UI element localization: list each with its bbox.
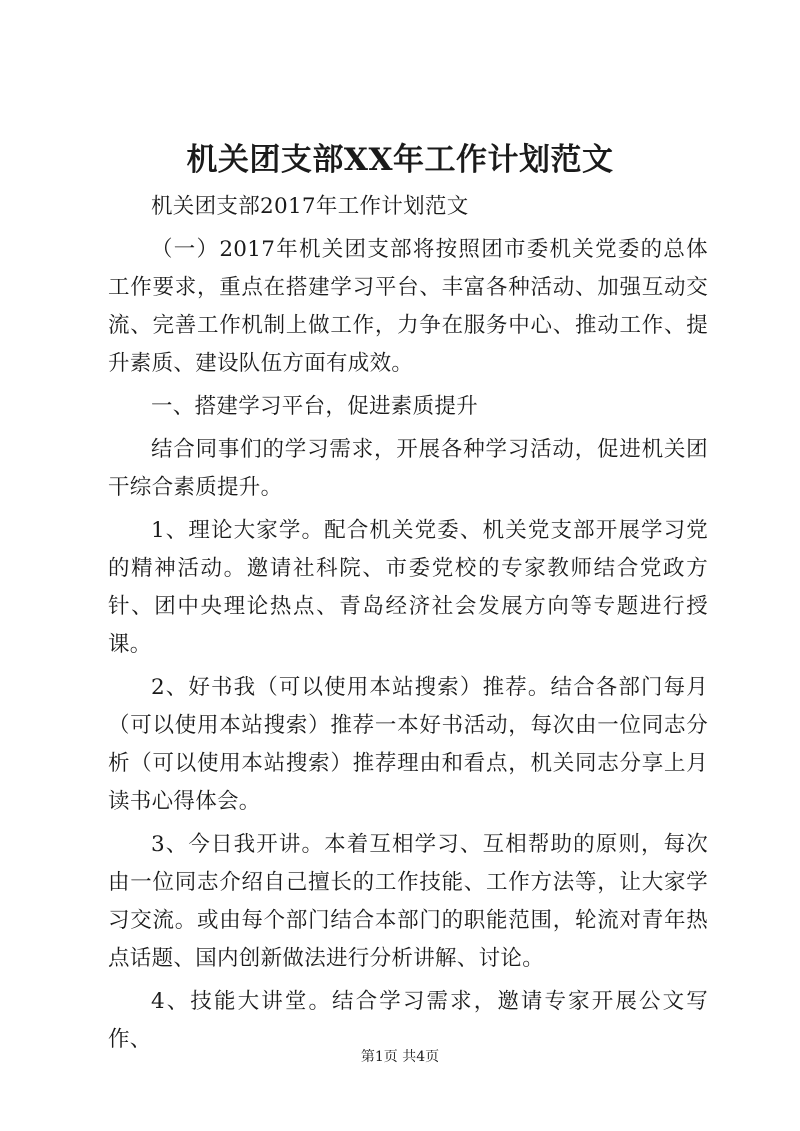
section-heading-1: 一、搭建学习平台，促进素质提升 bbox=[151, 394, 479, 419]
page-footer: 第1页 共4页 bbox=[360, 1049, 440, 1065]
paragraph-subtitle: 机关团支部2017年工作计划范文 bbox=[151, 194, 469, 219]
paragraph-item-4: 4、技能大讲堂。结合学习需求，邀请专家开展公文写作、 bbox=[108, 989, 708, 1052]
paragraph-intro: （一）2017年机关团支部将按照团市委机关党委的总体工作要求，重点在搭建学习平台、丰富各种活动、加强互动交流、完善工作机制上做工作，力争在服务中心、推动工作、提升素质、建设队伍方面有成效。 bbox=[108, 237, 708, 376]
paragraph-item-3: 3、今日我开讲。本着互相学习、互相帮助的原则，每次由一位同志介绍自己擅长的工作技能、工作方法等，让大家学习交流。或由每个部门结合本部门的职能范围，轮流对青年热点话题、国内创新做法进行分析讲解、讨论。 bbox=[108, 832, 708, 971]
document-title: 机关团支部XX年工作计划范文 bbox=[186, 142, 614, 178]
document-body bbox=[108, 188, 708, 1064]
paragraph-item-1: 1、理论大家学。配合机关党委、机关党支部开展学习党的精神活动。邀请社科院、市委党校的专家教师结合党政方针、团中央理论热点、青岛经济社会发展方向等专题进行授课。 bbox=[108, 518, 708, 657]
paragraph-section-1: 结合同事们的学习需求，开展各种学习活动，促进机关团干综合素质提升。 bbox=[108, 437, 708, 500]
paragraph-item-2: 2、好书我（可以使用本站搜索）推荐。结合各部门每月（可以使用本站搜索）推荐一本好书活动，每次由一位同志分析（可以使用本站搜索）推荐理由和看点，机关同志分享上月读书心得体会。 bbox=[108, 675, 708, 814]
